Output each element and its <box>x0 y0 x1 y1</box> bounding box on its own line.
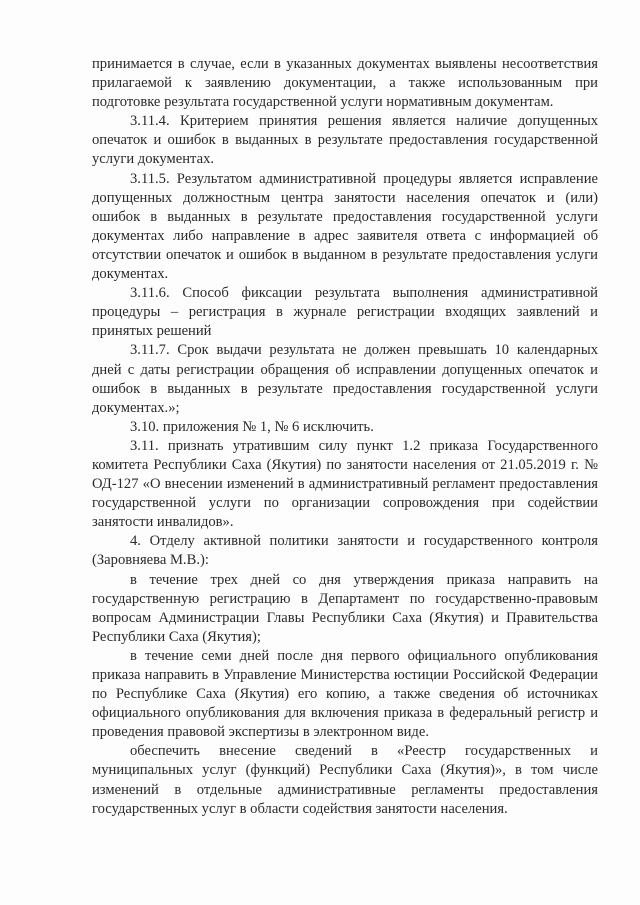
paragraph-3-11-6: 3.11.6. Способ фиксации результата выполнения административной процедуры – регистрация в журнале регистрации входящих заявлений и принятых решений <box>92 285 598 340</box>
paragraph-3-11: 3.11. признать утратившим силу пункт 1.2 приказа Государственного комитета Республики Саха (Якутия) по занятости населения от 21.05.2019 г. № ОД-127 «О внесении изменений в административный регламент предоставления государственной услуги по организации сопровождения при содействии занятости инвалидов». <box>92 437 598 531</box>
paragraph-3-11-7: 3.11.7. Срок выдачи результата не должен превышать 10 календарных дней с даты регистрации обращения об исправлении допущенных опечаток и ошибок в выданных в результате предоставления государственной услуги документах.»; <box>92 342 598 416</box>
paragraph-4: 4. Отделу активной политики занятости и государственного контроля (Заровняева М.В.): <box>92 533 598 569</box>
paragraph-publication: в течение семи дней после дня первого официального опубликования приказа направить в Управление Министерства юстиции Российской Федерации по Республике Саха (Якутия) его копию, а также сведения об источниках официального опубликования для включения приказа в федеральный регистр и проведения правовой экспертизы в электронном виде. <box>92 647 598 741</box>
paragraph-continuation: принимается в случае, если в указанных документах выявлены несоответствия прилагаемой к заявлению документации, а также использованным при подготовке результата государственной услуги нормативным документам. <box>92 56 598 111</box>
paragraph-3-11-5: 3.11.5. Результатом административной процедуры является исправление допущенных должностным центра занятости населения опечаток и (или) ошибок в выданных в результате предоставления государственной услуги документах либо направление в адрес заявителя ответа с информацией об отсутствии опечаток и ошибок в выданном в результате предоставления услуги документах. <box>92 170 598 283</box>
paragraph-registry: обеспечить внесение сведений в «Реестр государственных и муниципальных услуг (функций) Республики Саха (Якутия)», в том числе изменений в отдельные административные регламенты предоставления государственных услуг в области содействия занятости населения. <box>92 743 598 817</box>
document-body <box>92 55 598 819</box>
paragraph-registration: в течение трех дней со дня утверждения приказа направить на государственную регистрацию в Департамент по государственно-правовым вопросам Администрации Главы Республики Саха (Якутия) и Правительства Республики Саха (Якутия); <box>92 571 598 645</box>
paragraph-3-11-4: 3.11.4. Критерием принятия решения является наличие допущенных опечаток и ошибок в выданных в результате предоставления государственной услуги документах. <box>92 113 598 168</box>
paragraph-3-10: 3.10. приложения № 1, № 6 исключить. <box>130 418 374 435</box>
